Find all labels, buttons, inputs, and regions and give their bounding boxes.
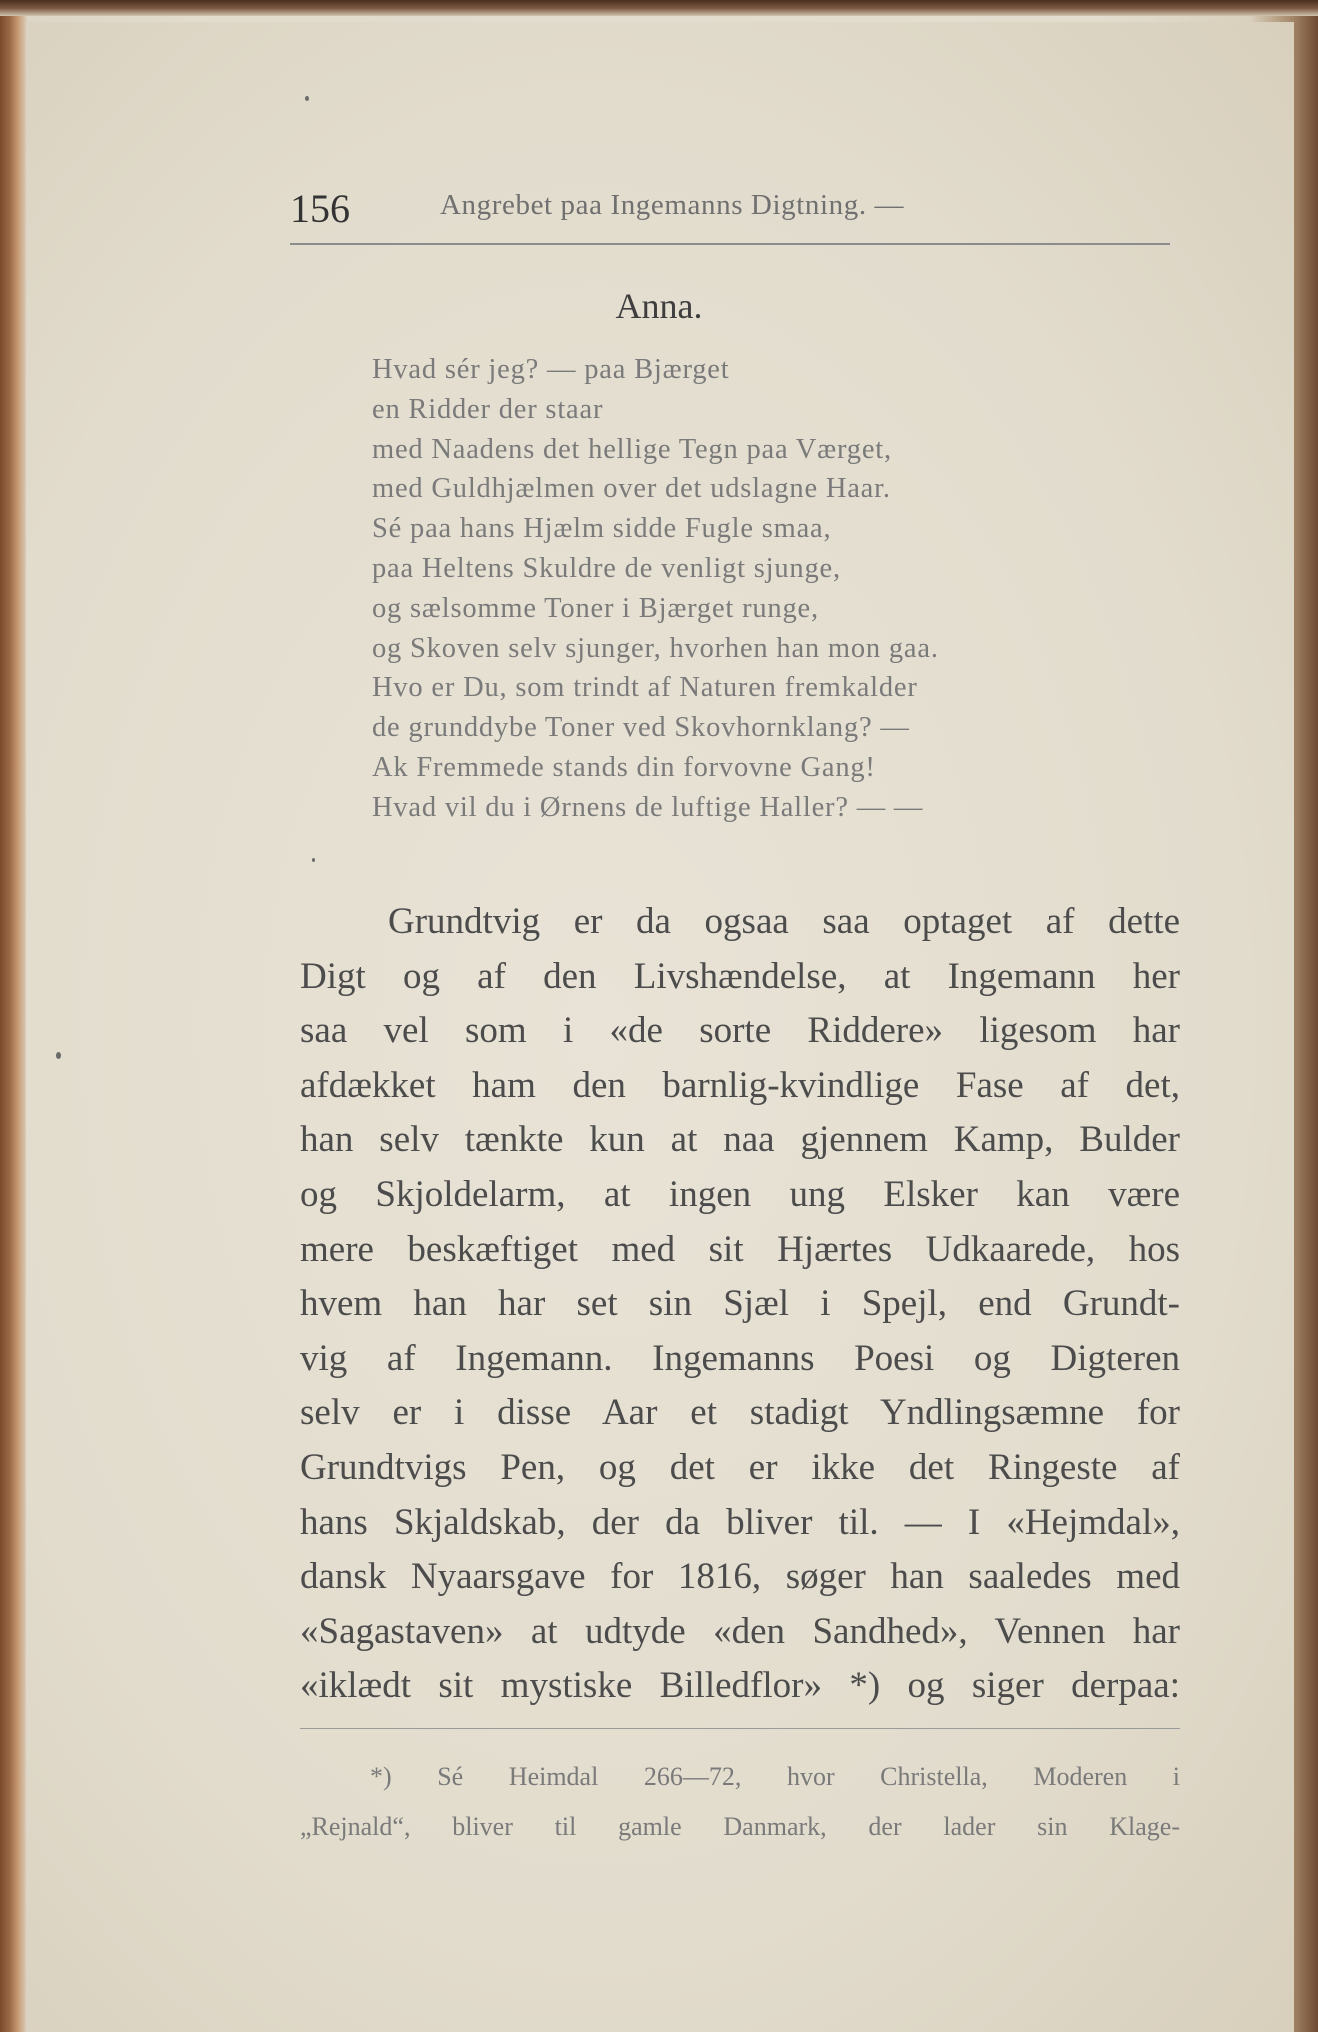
poem-line: Ak Fremmede stands din forvovne Gang! [372,751,876,783]
footnote-rule [300,1728,1180,1729]
body-line: mere beskæftiget med sit Hjærtes Udkaarede, hos [300,1228,1180,1270]
body-paragraph [300,895,1180,1714]
body-line: hans Skjaldskab, der da bliver til. — I «Hejmdal», [300,1501,1180,1543]
poem-line: og Skoven selv sjunger, hvorhen han mon gaa. [372,632,939,664]
body-line: Digt og af den Livshændelse, at Ingemann her [300,955,1180,997]
footnote-line: „Rejnald“, bliver til gamle Danmark, der lader sin Klage- [300,1812,1180,1841]
body-line: saa vel som i «de sorte Riddere» ligesom har [300,1010,1180,1052]
running-head: Angrebet paa Ingemanns Digtning. — [440,189,905,221]
poem-line: med Guldhjælmen over det udslagne Haar. [372,473,891,505]
paper-speck [56,1052,61,1059]
body-line: «Sagastaven» at udtyde «den Sandhed», Vennen har [300,1610,1180,1652]
paper-speck [305,96,309,101]
footnote [300,1752,1180,1852]
book-top-edge [0,0,1318,16]
header-rule [290,243,1170,245]
body-line: han selv tænkte kun at naa gjennem Kamp, Bulder [300,1119,1180,1161]
poem-title: Anna. [615,286,703,326]
poem-line: Sé paa hans Hjælm sidde Fugle smaa, [372,513,832,545]
body-line: dansk Nyaarsgave for 1816, søger han saaledes med [300,1556,1180,1598]
poem-line: og sælsomme Toner i Bjærget runge, [372,592,819,624]
poem-line: Hvo er Du, som trindt af Naturen fremkalder [372,672,918,704]
footnote-line: *) Sé Heimdal 266—72, hvor Christella, Moderen i [370,1762,1180,1791]
body-line: hvem han har set sin Sjæl i Spejl, end Grundt- [300,1283,1180,1325]
poem-line: en Ridder der staar [372,393,604,425]
page-number: 156 [290,186,350,231]
body-line: selv er i disse Aar et stadigt Yndlingsæmne for [300,1392,1180,1434]
poem-line: med Naadens det hellige Tegn paa Værget, [372,433,892,465]
body-line: afdækket ham den barnlig-kvindlige Fase af det, [300,1064,1180,1106]
poem-line: paa Heltens Skuldre de venligt sjunge, [372,552,841,584]
poem-line: Hvad sér jeg? — paa Bjærget [372,354,730,385]
body-line: og Skjoldelarm, at ingen ung Elsker kan være [300,1173,1180,1215]
poem-block [372,350,1152,828]
page-header [290,185,1170,229]
poem-line: Hvad vil du i Ørnens de luftige Haller? — — [372,791,924,823]
body-line: Grundtvig er da ogsaa saa optaget af dette [388,901,1180,942]
body-line: Grundtvigs Pen, og det er ikke det Ringeste af [300,1446,1180,1488]
poem-line: de grunddybe Toner ved Skovhornklang? — [372,712,910,744]
body-line: vig af Ingemann. Ingemanns Poesi og Digteren [300,1337,1180,1379]
paper-speck [312,858,315,862]
body-line: «iklædt sit mystiske Billedflor» *) og siger derpaa: [300,1665,1180,1707]
